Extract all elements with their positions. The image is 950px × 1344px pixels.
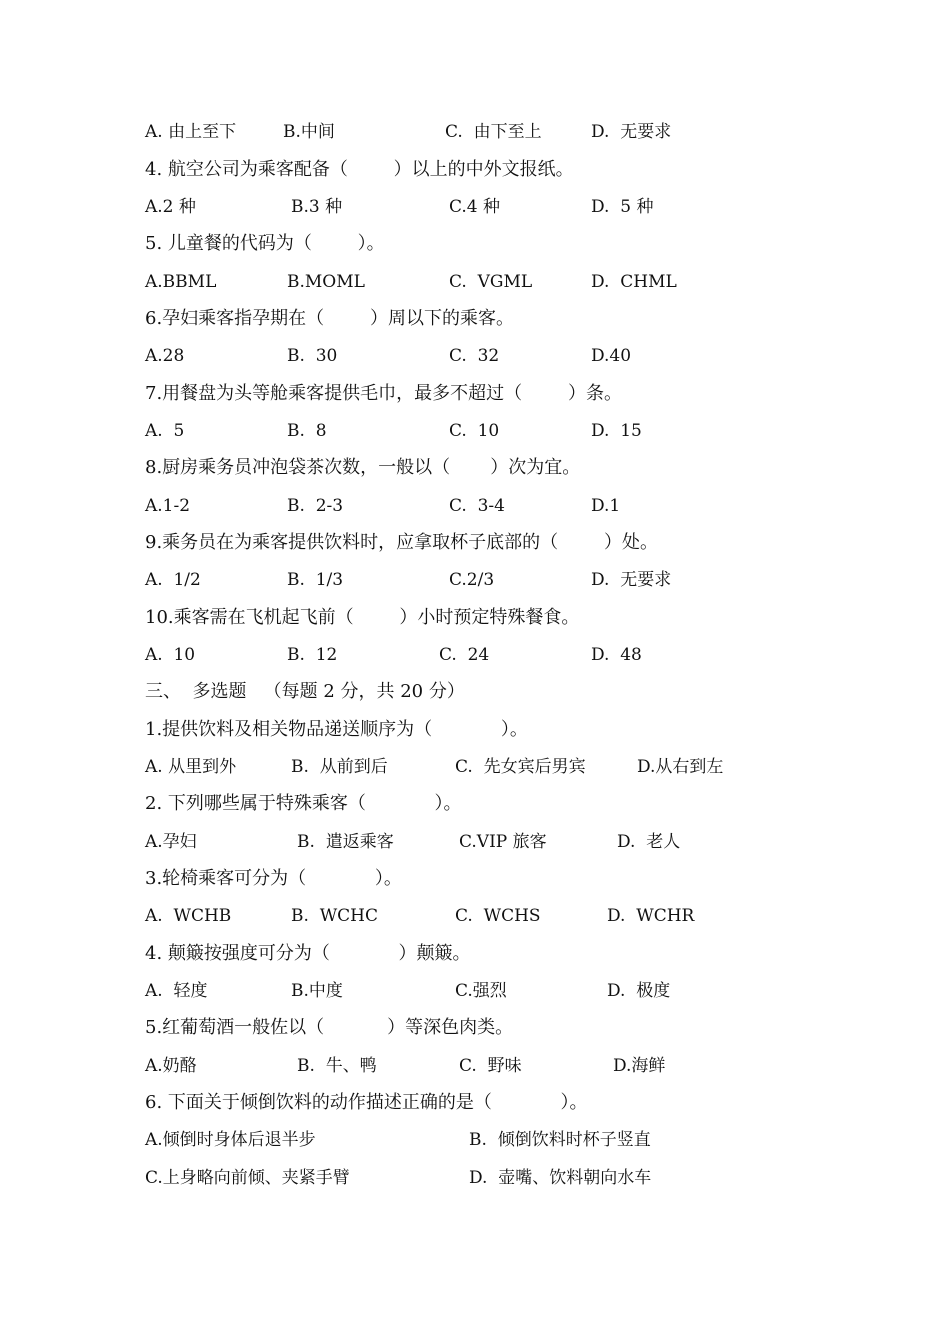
option-c: C. 先女宾后男宾 — [455, 757, 586, 777]
option-d: D. CHML — [591, 272, 677, 292]
question-10: 10.乘客需在飞机起飞前（ ）小时预定特殊餐食。 — [145, 607, 580, 628]
option-b: B.3 种 — [291, 197, 343, 217]
option-b: B. 遣返乘客 — [297, 832, 394, 852]
options-row — [145, 905, 845, 927]
option-c: C. 由下至上 — [445, 122, 542, 142]
option-c: C. 32 — [449, 346, 500, 366]
option-c: C. WCHS — [455, 906, 541, 926]
option-a: A. 由上至下 — [145, 122, 237, 142]
option-a: A. 1/2 — [145, 570, 201, 590]
option-d: D. WCHR — [607, 906, 695, 926]
options-row — [145, 1129, 845, 1151]
options-row — [145, 495, 845, 517]
option-c: C.4 种 — [449, 197, 501, 217]
option-b: B. WCHC — [291, 906, 379, 926]
option-d: D. 老人 — [617, 832, 681, 852]
option-d: D. 无要求 — [591, 570, 672, 590]
option-c: C. 3-4 — [449, 496, 505, 516]
options-row — [145, 569, 845, 591]
options-row — [145, 980, 845, 1002]
option-d: D. 15 — [591, 421, 642, 441]
option-c: C.2/3 — [449, 570, 495, 590]
option-b: B.中间 — [283, 122, 335, 142]
option-c: C. VGML — [449, 272, 533, 292]
options-row — [145, 345, 845, 367]
option-c: C.上身略向前倾、夹紧手臂 — [145, 1168, 350, 1188]
option-b: B. 12 — [287, 645, 338, 665]
option-b: B. 从前到后 — [291, 757, 388, 777]
question-m6: 6. 下面关于倾倒饮料的动作描述正确的是（ ）。 — [145, 1092, 588, 1113]
option-a: A.1-2 — [145, 496, 191, 516]
option-a: A. WCHB — [145, 906, 232, 926]
question-m1: 1.提供饮料及相关物品递送顺序为（ ）。 — [145, 719, 528, 740]
option-b: B. 30 — [287, 346, 338, 366]
question-m5: 5.红葡萄酒一般佐以（ ）等深色肉类。 — [145, 1017, 514, 1038]
options-row — [145, 831, 845, 853]
option-b: B. 2-3 — [287, 496, 344, 516]
option-b: B.MOML — [287, 272, 365, 292]
question-9: 9.乘务员在为乘客提供饮料时，应拿取杯子底部的（ ）处。 — [145, 532, 658, 553]
option-a: A. 10 — [145, 645, 196, 665]
options-row — [145, 196, 845, 218]
option-c: C.强烈 — [455, 981, 507, 1001]
options-row — [145, 121, 845, 143]
option-b: B. 倾倒饮料时杯子竖直 — [469, 1130, 651, 1150]
question-8: 8.厨房乘务员冲泡袋茶次数，一般以（ ）次为宜。 — [145, 457, 581, 478]
option-a: A.28 — [145, 346, 185, 366]
option-c: C.VIP 旅客 — [459, 832, 547, 852]
question-6: 6.孕妇乘客指孕期在（ ）周以下的乘客。 — [145, 308, 514, 329]
question-m3: 3.轮椅乘客可分为（ ）。 — [145, 868, 402, 889]
option-d: D. 5 种 — [591, 197, 654, 217]
option-c: C. 野味 — [459, 1056, 522, 1076]
question-4: 4. 航空公司为乘客配备（ ）以上的中外文报纸。 — [145, 159, 574, 180]
option-a: A.倾倒时身体后退半步 — [145, 1130, 316, 1150]
option-a: A. 5 — [145, 421, 185, 441]
options-row — [145, 1167, 845, 1189]
option-d: D.1 — [591, 496, 621, 516]
section-heading: 三、 多选题 （每题 2 分，共 20 分） — [145, 681, 465, 702]
options-row — [145, 756, 845, 778]
option-d: D. 壶嘴、饮料朝向水车 — [469, 1168, 652, 1188]
question-m4: 4. 颠簸按强度可分为（ ）颠簸。 — [145, 943, 471, 964]
option-d: D.从右到左 — [637, 757, 724, 777]
option-b: B. 8 — [287, 421, 327, 441]
option-b: B. 1/3 — [287, 570, 344, 590]
option-a: A.奶酪 — [145, 1056, 197, 1076]
option-a: A. 从里到外 — [145, 757, 237, 777]
options-row — [145, 1055, 845, 1077]
question-5: 5. 儿童餐的代码为（ ）。 — [145, 233, 385, 254]
option-d: D.40 — [591, 346, 632, 366]
option-b: B. 牛、鸭 — [297, 1056, 377, 1076]
option-c: C. 24 — [439, 645, 490, 665]
options-row — [145, 420, 845, 442]
option-a: A.2 种 — [145, 197, 196, 217]
option-c: C. 10 — [449, 421, 500, 441]
option-d: D. 无要求 — [591, 122, 672, 142]
option-d: D. 极度 — [607, 981, 671, 1001]
options-row — [145, 644, 845, 666]
option-d: D. 48 — [591, 645, 642, 665]
option-a: A. 轻度 — [145, 981, 208, 1001]
question-7: 7.用餐盘为头等舱乘客提供毛巾，最多不超过（ ）条。 — [145, 383, 622, 404]
option-b: B.中度 — [291, 981, 343, 1001]
option-d: D.海鲜 — [613, 1056, 666, 1076]
question-m2: 2. 下列哪些属于特殊乘客（ ）。 — [145, 793, 462, 814]
options-row — [145, 271, 845, 293]
option-a: A.BBML — [145, 272, 217, 292]
option-a: A.孕妇 — [145, 832, 197, 852]
